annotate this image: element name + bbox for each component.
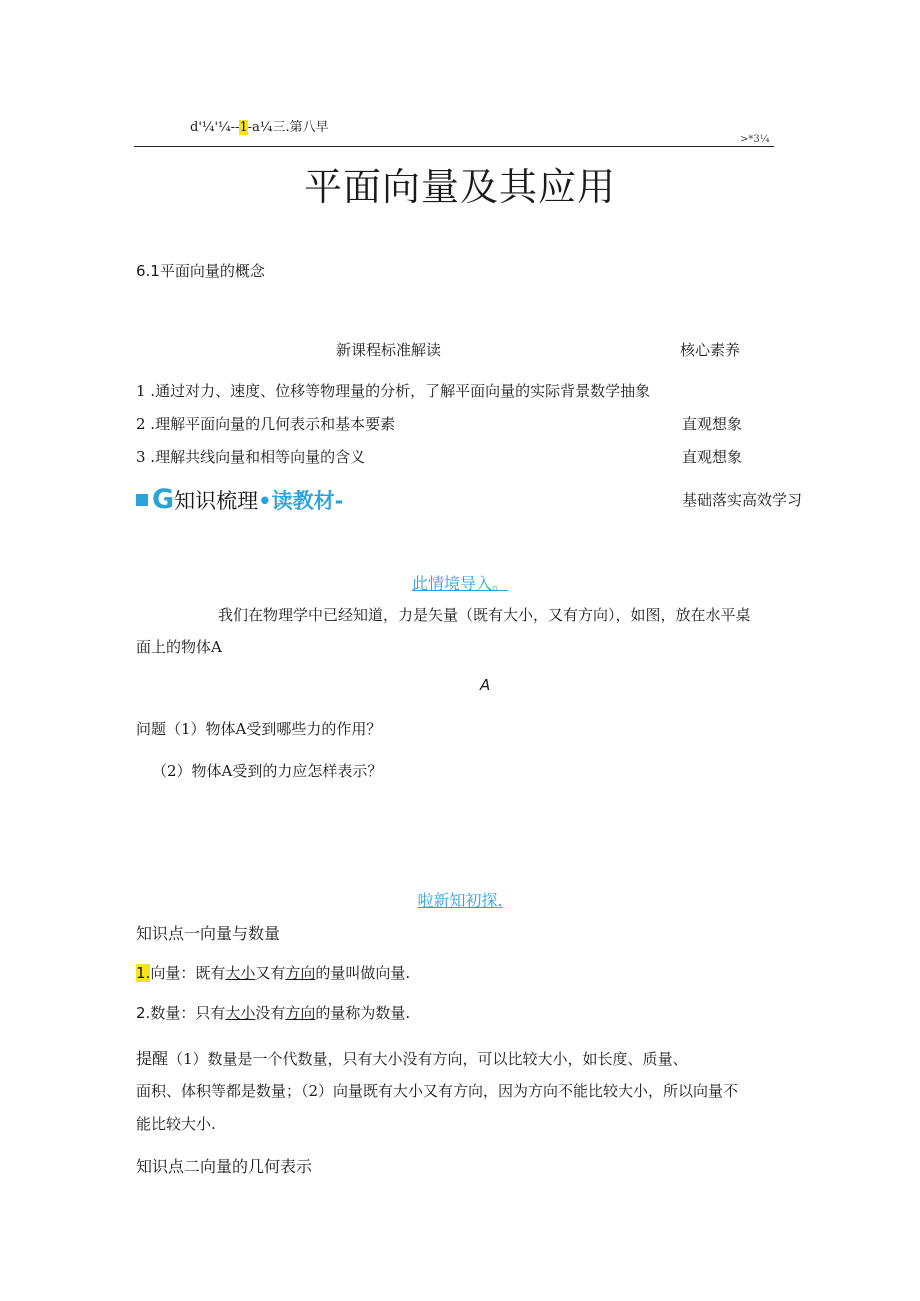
header-divider [134,146,774,147]
banner-tail: - [334,489,344,513]
core-literacy-heading: 核心素养 [680,341,741,359]
chapter-header-highlight: 1 [239,120,248,135]
item-1-label: 向量 [150,964,181,982]
item-1-text-a: ：既有 [180,964,226,982]
item-1-text-b: 又有 [255,964,286,982]
banner-right-text: 基础落实高效学习 [682,491,803,509]
chapter-header-suffix: -a¼三.第八早 [247,120,329,135]
definition-vector [136,962,410,983]
knowledge-point-1-title: 知识点一向量与数量 [136,924,281,943]
item-2-blank-direction: 方向 [285,1004,316,1022]
tip-line-1-text: （1）数量是一个代数量，只有大小没有方向，可以比较大小，如长度、质量、 [168,1050,688,1068]
banner-read-text: •读教材 [258,489,335,513]
item-2-number: 2. [136,1004,151,1022]
header-right-mark: >*3¼ [740,134,770,145]
intro-paragraph-line-1: 我们在物理学中已经知道，力是矢量（既有大小，又有方向），如图，放在水平桌 [218,606,751,624]
standard-row-3: 3 .理解共线向量和相等向量的含义 [136,448,366,466]
figure-label: A [480,676,491,694]
item-1-text-c: 的量叫做向量. [315,964,411,982]
banner-g-letter: G [152,484,175,515]
question-label: 问题 [136,720,167,738]
knowledge-banner [136,484,343,515]
section-title: 6.1平面向量的概念 [136,262,265,280]
definition-scalar [136,1002,410,1023]
page-title: 平面向量及其应用 [303,165,616,209]
intro-paragraph-line-2: 面上的物体A [136,638,222,656]
core-value-3: 直观想象 [682,448,743,466]
chapter-header-prefix: d'¼'¼-- [190,120,240,135]
banner-main-text: 知识梳理 [174,489,259,513]
item-2-blank-magnitude: 大小 [225,1004,256,1022]
item-1-blank-magnitude: 大小 [225,964,256,982]
tip-line-3: 能比较大小. [136,1115,216,1133]
tip-label: 提醒 [136,1049,169,1068]
intro-heading: 此情境导入。 [411,574,508,593]
item-2-text-b: 没有 [255,1004,286,1022]
item-2-text-c: 的量称为数量. [315,1004,411,1022]
banner-square-icon [136,494,148,506]
item-1-number: 1. [136,964,151,982]
question-1 [136,718,381,739]
standard-row-2: 2 .理解平面向量的几何表示和基本要素 [136,415,396,433]
standard-row-1: 1 .通过对力、速度、位移等物理量的分析，了解平面向量的实际背景数学抽象 [136,382,651,400]
new-knowledge-heading: 啦新知初探. [417,891,503,910]
item-2-label: 数量 [150,1004,181,1022]
tip-line-2: 面积、体积等都是数量；（2）向量既有大小又有方向，因为方向不能比较大小，所以向量不 [136,1082,739,1100]
item-2-text-a: ：只有 [180,1004,226,1022]
standards-heading: 新课程标准解读 [336,341,442,359]
chapter-header [190,116,329,135]
core-value-2: 直观想象 [682,415,743,433]
question-2: （2）物体A受到的力应怎样表示？ [152,762,383,780]
item-1-blank-direction: 方向 [285,964,316,982]
tip-line-1 [136,1046,688,1069]
question-1-text: （1）物体A受到哪些力的作用？ [166,720,382,738]
knowledge-point-2-title: 知识点二向量的几何表示 [136,1157,313,1176]
